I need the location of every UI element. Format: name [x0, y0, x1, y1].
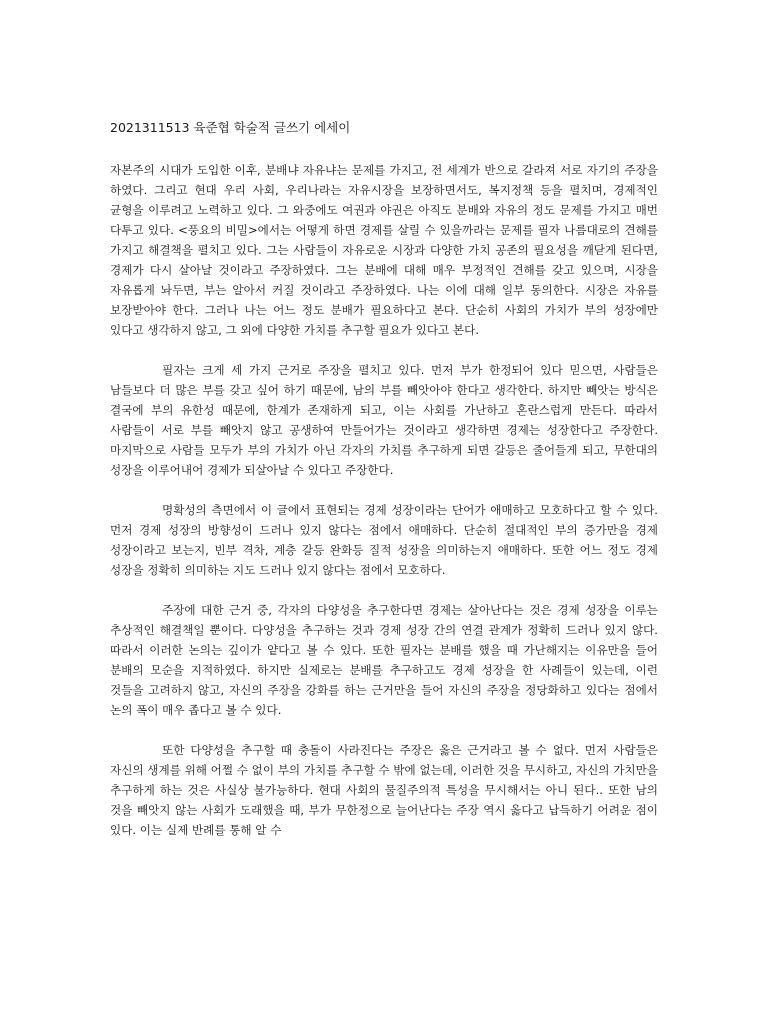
- document-title: 2021311513 육준협 학술적 글쓰기 에세이: [110, 120, 351, 135]
- paragraph-intro: 자본주의 시대가 도입한 이후, 분배냐 자유냐는 문제를 가지고, 전 세계가 반으로 갈라져 서로 자기의 주장을 하였다. 그리고 현대 우리 사회, 우리나라는 자유시장을 보장하면서도, 복지정책 등을 펼치며, 경제적인 균형을 이루려고 노력하고 있다. 그 와중에도 여권과 야권은 아직도 분배와 자유의 정도 문제를 가지고 매번 다투고 있다. <풍요의 비밀>에서는 어떻게 하면 경제를 살릴 수 있을까라는 문제를 필자 나름대로의 견해를 가지고 해결책을 펼치고 있다. 그는 사람들이 자유로운 시장과 다양한 가치 공존의 필요성을 깨닫게 된다면, 경제가 다시 살아날 것이라고 주장하였다. 그는 분배에 대해 매우 부정적인 견해를 갖고 있으며, 시장을 자유롭게 놔두면, 부는 알아서 커질 것이라고 주장하였다. 나는 이에 대해 일부 동의한다. 시장은 자유를 보장받아야 한다. 그러나 나는 어느 정도 분배가 필요하다고 본다. 단순히 사회의 가치가 부의 성장에만 있다고 생각하지 않고, 그 외에 다양한 가치를 추구할 필요가 있다고 본다.: [110, 163, 658, 337]
- paragraph-arguments: 필자는 크게 세 가지 근거로 주장을 펼치고 있다. 먼저 부가 한정되어 있다 믿으면, 사람들은 남들보다 더 많은 부를 갖고 싶어 하기 때문에, 남의 부를 빼앗아야 한다고 생각한다. 하지만 빼앗는 방식은 결국에 부의 유한성 때문에, 한계가 존재하게 되고, 이는 사회를 가난하고 혼란스럽게 만든다. 따라서 사람들이 서로 부를 빼앗지 않고 공생하여 만들어가는 것이라고 생각하면 경제는 성장한다고 주장한다. 마지막으로 사람들 모두가 부의 가치가 아닌 각자의 가치를 추구하게 되면 갈등은 줄어들게 되고, 무한대의 성장을 이루어내어 경제가 되살아날 수 있다고 주장한다.: [110, 363, 658, 477]
- paragraph-validity: 또한 다양성을 추구할 때 충돌이 사라진다는 주장은 옳은 근거라고 볼 수 없다. 먼저 사람들은 자신의 생계를 위해 어쩔 수 없이 부의 가치를 추구할 수 밖에 없는데, 이러한 것을 무시하고, 자신의 가치만을 추구하게 하는 것은 사실상 불가능하다. 현대 사회의 물질주의적 특성을 무시해서는 아니 된다.. 또한 남의 것을 빼앗지 않는 사회가 도래했을 때, 부가 무한정으로 늘어난다는 주장 역시 옳다고 납득하기 어려운 점이 있다. 이는 실제 반례를 통해 알 수: [110, 743, 658, 837]
- paragraph-clarity: 명확성의 측면에서 이 글에서 표현되는 경제 성장이라는 단어가 애매하고 모호하다고 할 수 있다. 먼저 경제 성장의 방향성이 드러나 있지 않다는 점에서 애매하다. 단순히 절대적인 부의 증가만을 경제 성장이라고 보는지, 빈부 격차, 계층 갈등 완화등 질적 성장을 의미하는지 애매하다. 또한 어느 정도 경제 성장을 정확히 의미하는 지도 드러나 있지 않다는 점에서 모호하다.: [110, 503, 658, 577]
- paragraph-depth: 주장에 대한 근거 중, 각자의 다양성을 추구한다면 경제는 살아난다는 것은 경제 성장을 이루는 추상적인 해결책일 뿐이다. 다양성을 추구하는 것과 경제 성장 간의 연결 관계가 정확히 드러나 있지 않다. 따라서 이러한 논의는 깊이가 얕다고 볼 수 있다. 또한 필자는 분배를 했을 때 가난해지는 이유만을 들어 분배의 모순을 지적하였다. 하지만 실제로는 분배를 추구하고도 경제 성장을 한 사례들이 있는데, 이런 것들을 고려하지 않고, 자신의 주장을 강화를 하는 근거만을 들어 자신의 주장을 정당화하고 있다는 점에서 논의 폭이 매우 좁다고 볼 수 있다.: [110, 603, 658, 717]
- document-page: [110, 118, 658, 860]
